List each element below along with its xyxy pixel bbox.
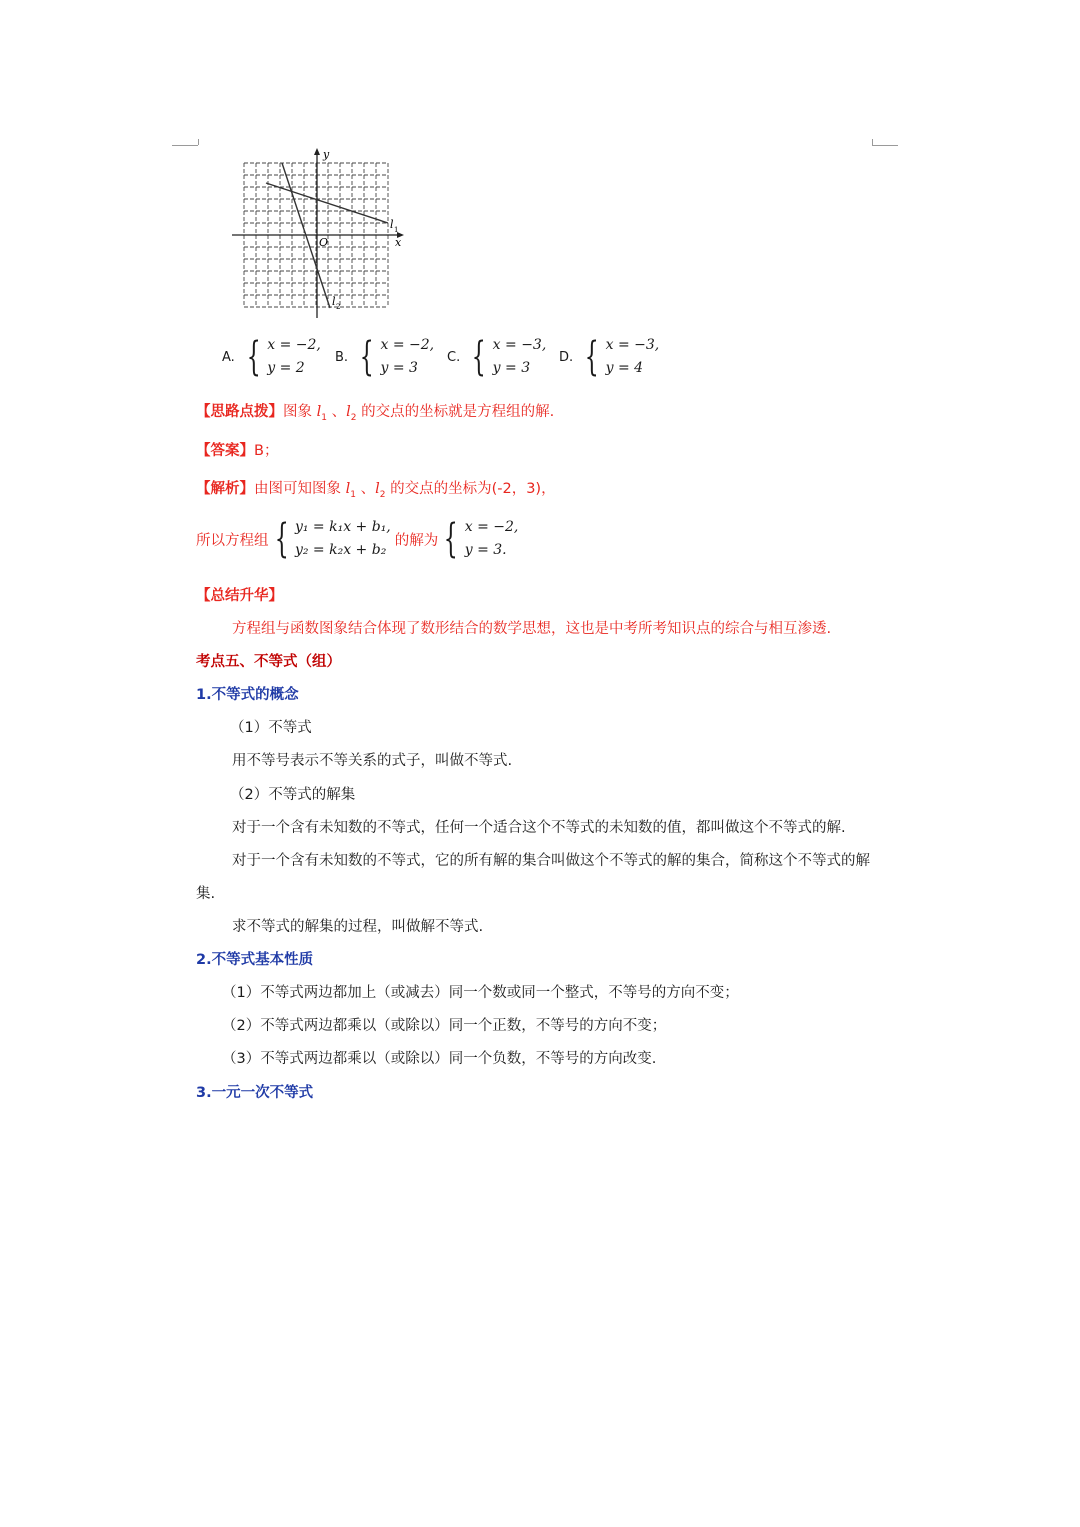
option-a — [222, 334, 321, 380]
hint-sub2: 2 — [350, 412, 357, 423]
definition-inequality: 用不等号表示不等关系的式子，叫做不等式. — [232, 753, 513, 769]
option-eq1: x = −2, — [267, 337, 321, 353]
line-l1-subscript: 1 — [394, 226, 399, 234]
analysis-sub1: 1 — [350, 489, 356, 500]
analysis-l-symbol: l — [345, 481, 351, 497]
subheading-solution-set: （2）不等式的解集 — [230, 787, 356, 803]
analysis-sep: 、 — [355, 481, 376, 497]
y-axis-arrow — [314, 148, 320, 155]
line-l2-label: l — [332, 295, 336, 308]
answer-tag: 【答案】 — [196, 443, 254, 459]
hint-tag: 【思路点拨】 — [196, 404, 283, 420]
definition-solution: 对于一个含有未知数的不等式，任何一个适合这个不等式的未知数的值，都叫做这个不等式的解. — [232, 820, 846, 836]
origin-label: O — [319, 236, 329, 249]
solution-middle: 的解为 — [394, 532, 439, 549]
option-eq1: x = −3, — [605, 337, 660, 353]
option-eq2: y = 2 — [267, 360, 305, 376]
hint-sep: 、 — [326, 404, 347, 420]
property-3: （3）不等式两边都乘以（或除以）同一个负数，不等号的方向改变. — [222, 1051, 657, 1067]
solution-line — [196, 516, 518, 562]
analysis-line — [196, 477, 556, 500]
option-eq2: y = 3 — [492, 360, 531, 376]
hint-sub1: 1 — [321, 412, 327, 423]
option-letter: A. — [222, 349, 235, 365]
brace: { — [246, 334, 261, 380]
definition-solution-set: 对于一个含有未知数的不等式，它的所有解的集合叫做这个不等式的解的集合，简称这个不等式的解 — [232, 853, 870, 869]
system-eq1: y₁ = k₁x + b₁, — [294, 519, 391, 535]
brace: { — [471, 334, 486, 380]
coordinate-graph — [222, 148, 412, 323]
heading-basic-properties: 2.不等式基本性质 — [196, 952, 314, 968]
line-l1 — [266, 183, 388, 223]
definition-solve: 求不等式的解集的过程，叫做解不等式. — [232, 919, 484, 935]
page-corner-mark-right — [872, 139, 898, 146]
section-title: 考点五、不等式（组） — [196, 654, 341, 670]
option-eq2: y = 3 — [380, 360, 418, 376]
option-letter: B. — [335, 349, 349, 365]
line-l1-label: l — [390, 218, 394, 231]
option-eq2: y = 4 — [605, 360, 644, 376]
hint-line — [196, 400, 554, 423]
analysis-l-symbol-2: l — [375, 481, 380, 497]
option-b — [335, 334, 434, 380]
answer-line — [196, 439, 278, 460]
solution-eq1: x = −2, — [464, 519, 519, 535]
x-axis-label: x — [395, 236, 402, 249]
analysis-tag: 【解析】 — [196, 481, 254, 497]
answer-value: B； — [254, 443, 279, 459]
summary-tag: 【总结升华】 — [196, 588, 283, 604]
system-eq2: y₂ = k₂x + b₂ — [294, 542, 387, 558]
hint-text-post: 的交点的坐标就是方程组的解. — [356, 404, 555, 420]
hint-l-symbol: l — [316, 404, 322, 420]
analysis-text-post: 的交点的坐标为(-2，3)， — [385, 481, 556, 497]
solution-prefix: 所以方程组 — [196, 532, 269, 549]
option-letter: C. — [447, 349, 461, 365]
brace: { — [584, 334, 599, 380]
subheading-inequality: （1）不等式 — [230, 720, 312, 736]
answer-options — [222, 334, 662, 380]
option-letter: D. — [559, 349, 574, 365]
y-axis-label: y — [323, 148, 330, 161]
option-eq1: x = −2, — [380, 337, 435, 353]
option-d — [559, 334, 659, 380]
heading-inequality-concept: 1.不等式的概念 — [196, 687, 299, 703]
definition-solution-set-cont: 集. — [196, 886, 216, 902]
option-eq1: x = −3, — [492, 337, 547, 353]
heading-linear-inequality: 3.一元一次不等式 — [196, 1085, 314, 1101]
analysis-text-pre: 由图可知图象 — [254, 481, 346, 497]
solution-eq2: y = 3. — [464, 542, 507, 558]
line-l2-subscript: 2 — [336, 303, 341, 311]
page-corner-mark-left — [172, 139, 198, 146]
summary-text: 方程组与函数图象结合体现了数形结合的数学思想，这也是中考所考知识点的综合与相互渗透. — [232, 621, 832, 637]
option-c — [447, 334, 546, 380]
brace: { — [274, 516, 289, 562]
brace: { — [359, 334, 374, 380]
property-1: （1）不等式两边都加上（或减去）同一个数或同一个整式，不等号的方向不变； — [222, 985, 739, 1001]
hint-text-pre: 图象 — [283, 404, 317, 420]
hint-l-symbol-2: l — [346, 404, 351, 420]
brace: { — [443, 516, 458, 562]
property-2: （2）不等式两边都乘以（或除以）同一个正数，不等号的方向不变； — [222, 1018, 667, 1034]
analysis-sub2: 2 — [379, 489, 386, 500]
